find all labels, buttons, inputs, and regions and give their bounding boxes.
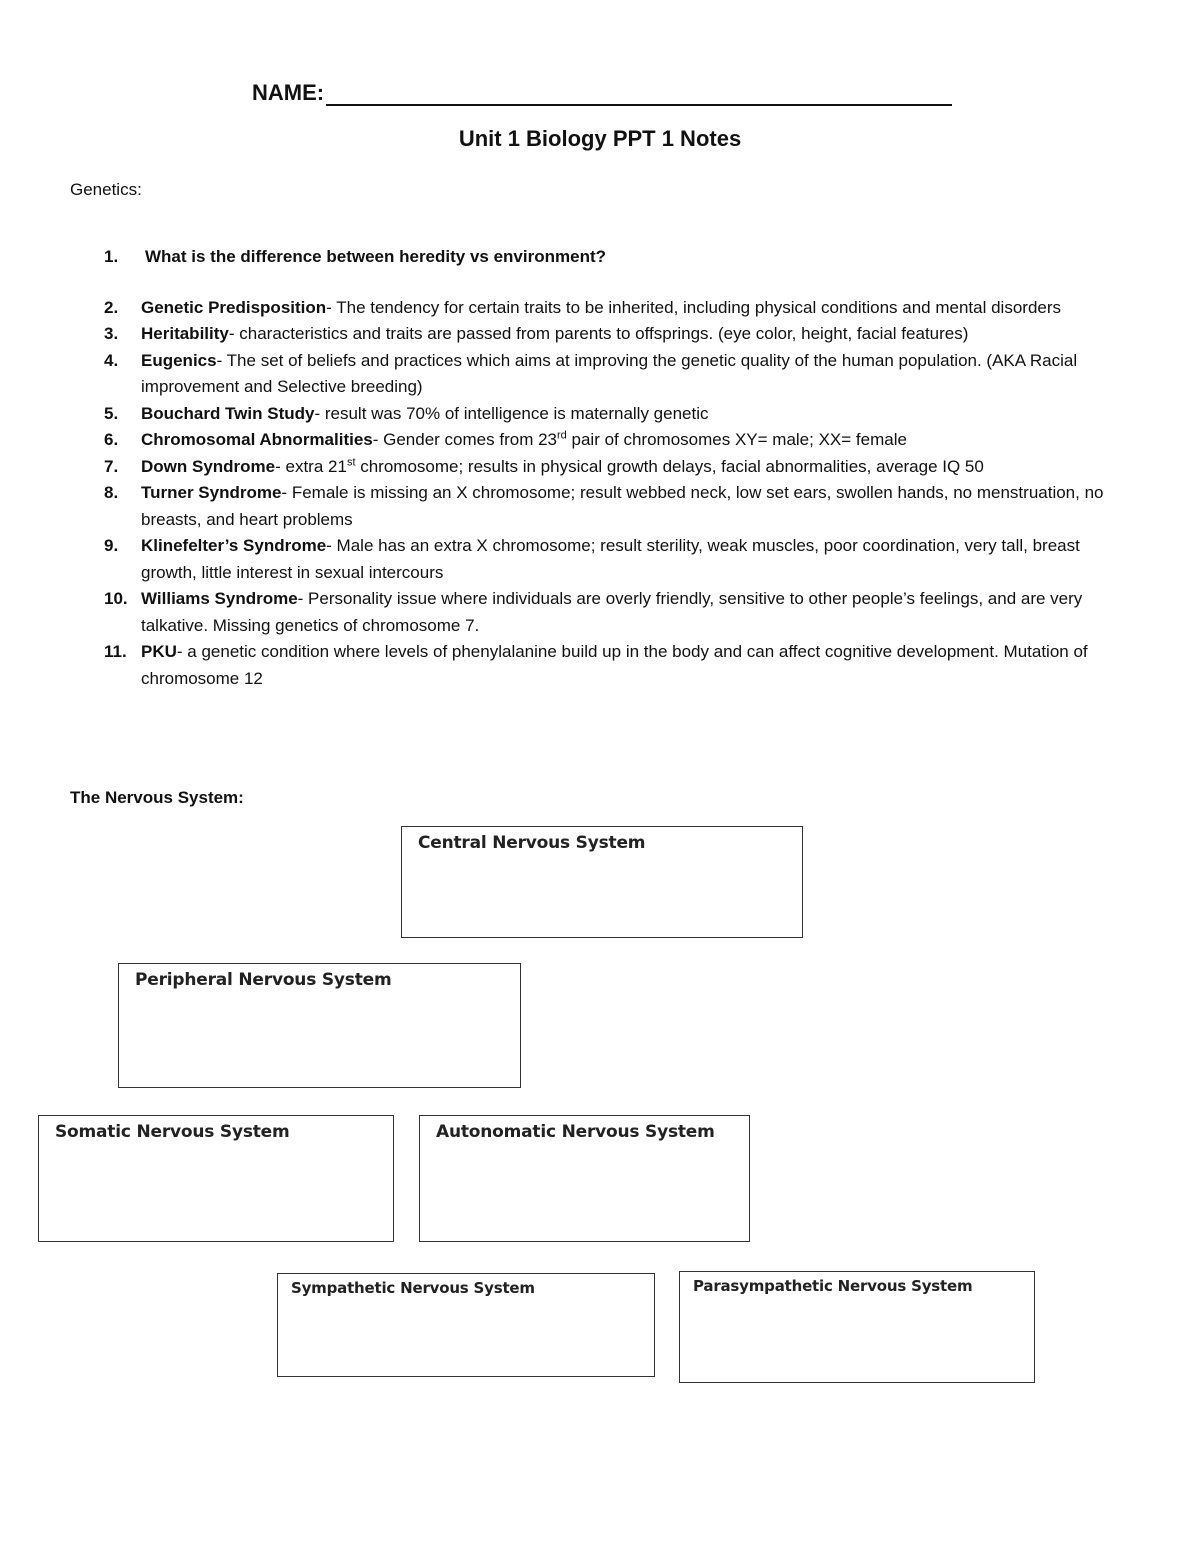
box-label: Somatic Nervous System [55, 1122, 290, 1142]
somatic-nervous-system-box[interactable] [38, 1115, 394, 1242]
item-text: - The tendency for certain traits to be inherited, including physical conditions and mental disorders [326, 297, 1062, 317]
item-term: Chromosomal Abnormalities [141, 430, 373, 449]
item-term: Heritability [141, 324, 229, 343]
list-item [70, 401, 1130, 428]
item-term: Bouchard Twin Study [141, 403, 315, 423]
box-label: Autonomatic Nervous System [436, 1122, 715, 1142]
list-item [70, 480, 1130, 533]
item-number: 4. [104, 350, 119, 370]
autonomic-nervous-system-box[interactable] [419, 1115, 750, 1242]
item-text: - Personality issue where individuals are overly friendly, sensitive to other people’s feelings, and are very talkative. Missing genetics of chromosome 7. [141, 589, 1083, 635]
item-term: Genetic Predisposition [141, 297, 327, 317]
list-item [70, 533, 1130, 586]
box-label: Central Nervous System [418, 833, 646, 853]
nervous-system-heading: The Nervous System: [70, 788, 244, 807]
item-text: pair of chromosomes XY= male; XX= female [566, 430, 907, 449]
box-label: Parasympathetic Nervous System [693, 1277, 973, 1295]
item-number: 11. [104, 642, 127, 661]
genetics-list [70, 244, 1130, 692]
item-term: Williams Syndrome [141, 589, 298, 608]
list-item [70, 295, 1130, 322]
item-number: 8. [104, 483, 119, 502]
parasympathetic-nervous-system-box[interactable] [679, 1271, 1035, 1383]
item-term: Down Syndrome [141, 456, 276, 476]
item-term: Turner Syndrome [141, 483, 282, 502]
genetics-heading: Genetics: [70, 180, 142, 199]
item-text: - Gender comes from 23 [372, 430, 557, 449]
peripheral-nervous-system-box[interactable] [118, 963, 521, 1088]
ordinal-suffix: st [346, 455, 356, 468]
item-number: 3. [104, 324, 119, 343]
item-number: 10. [104, 589, 128, 608]
question-text: What is the difference between heredity vs environment? [145, 247, 606, 266]
item-number: 5. [104, 403, 119, 423]
item-text: - result was 70% of intelligence is maternally genetic [314, 403, 709, 423]
item-text: - Male has an extra X chromosome; result sterility, weak muscles, poor coordination, very tall, breast growth, little interest in sexual intercours [141, 536, 1080, 582]
item-term: Klinefelter’s Syndrome [141, 536, 327, 555]
item-text: - a genetic condition where levels of phenylalanine build up in the body and can affect cognitive development. Mutation of chromosome 12 [141, 642, 1088, 688]
item-text: chromosome; results in physical growth delays, facial abnormalities, average IQ 50 [355, 456, 984, 476]
list-item [70, 427, 1130, 454]
list-item [70, 639, 1130, 692]
item-number: 1. [104, 247, 119, 266]
central-nervous-system-box[interactable] [401, 826, 803, 938]
item-number: 7. [104, 456, 119, 476]
list-item [70, 244, 1130, 271]
item-number: 9. [104, 536, 119, 555]
box-label: Sympathetic Nervous System [291, 1279, 535, 1297]
list-item [70, 454, 1130, 481]
list-item [70, 348, 1130, 401]
name-field[interactable] [252, 76, 952, 106]
ordinal-suffix: rd [557, 429, 567, 442]
item-text: - The set of beliefs and practices which aims at improving the genetic quality of the human population. (AKA Racial improvement and Selective breeding) [141, 350, 1078, 396]
page-title: Unit 1 Biology PPT 1 Notes [458, 126, 742, 151]
item-text: - extra 21 [275, 456, 347, 476]
name-label: NAME: [252, 80, 325, 105]
sympathetic-nervous-system-box[interactable] [277, 1273, 655, 1377]
item-term: PKU [141, 642, 177, 661]
list-item [70, 321, 1130, 348]
list-item [70, 586, 1130, 639]
item-text: - characteristics and traits are passed from parents to offsprings. (eye color, height, facial features) [228, 324, 969, 343]
item-term: Eugenics [141, 350, 217, 370]
item-number: 6. [104, 430, 119, 449]
box-label: Peripheral Nervous System [135, 970, 392, 990]
item-text: - Female is missing an X chromosome; result webbed neck, low set ears, swollen hands, no menstruation, no breasts, and heart problems [141, 483, 1104, 529]
name-blank-line[interactable] [326, 80, 952, 106]
item-number: 2. [104, 297, 119, 317]
